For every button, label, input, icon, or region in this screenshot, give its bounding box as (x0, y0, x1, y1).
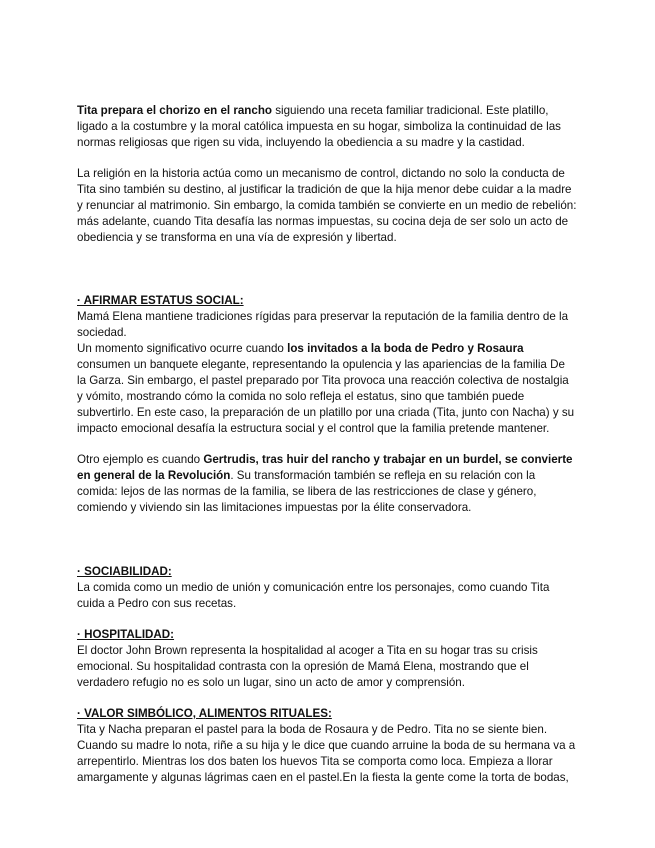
estatus-p2-bold: los invitados a la boda de Pedro y Rosaura (287, 342, 524, 355)
sociabilidad-paragraph: La comida como un medio de unión y comunicación entre los personajes, como cuando Tita cuida a Pedro con sus recetas. (77, 581, 550, 610)
intro-rest: siguiendo una receta familiar tradicional. Este platillo, ligado a la costumbre y la moral católica impuesta en su hogar, simboliza la continuidad de las normas religiosas que rigen su vida, incluyendo la obediencia a su madre y la castidad. (77, 104, 561, 149)
heading-valor-simbolico: · VALOR SIMBÓLICO, ALIMENTOS RITUALES: (77, 707, 332, 720)
hospitalidad-paragraph: El doctor John Brown representa la hospitalidad al acoger a Tita en su hogar tras su crisis emocional. Su hospitalidad contrasta con la opresión de Mamá Elena, mostrando que el verdadero refugio no es solo un lugar, sino un acto de amor y comprensión. (77, 644, 538, 689)
heading-sociabilidad: · SOCIABILIDAD: (77, 565, 172, 578)
estatus-paragraph-3 (77, 452, 577, 516)
estatus-p3-post: . Su transformación también se refleja en su relación con la comida: lejos de las normas de la familia, se libera de las restricciones de clase y género, comiendo y viviendo sin las limitaciones impuestas por la élite conservadora. (77, 469, 537, 514)
heading-hospitalidad: · HOSPITALIDAD: (77, 628, 175, 641)
intro-paragraph-2: La religión en la historia actúa como un mecanismo de control, dictando no solo la conducta de Tita sino también su destino, al justificar la tradición de que la hija menor debe cuidar a la madre y renunciar al matrimonio. Sin embargo, la comida también se convierte en un medio de rebelión: más adelante, cuando Tita desafía las normas impuestas, su cocina deja de ser solo un acto de obediencia y se transforma en una vía de expresión y libertad. (77, 167, 577, 244)
estatus-paragraph-1: Mamá Elena mantiene tradiciones rígidas para preservar la reputación de la familia dentro de la sociedad. (77, 310, 569, 339)
estatus-paragraph-2 (77, 341, 577, 437)
document-body (77, 103, 577, 786)
intro-paragraph-1 (77, 103, 577, 151)
heading-estatus-social: · AFIRMAR ESTATUS SOCIAL: (77, 294, 244, 307)
intro-lead-bold: Tita prepara el chorizo en el rancho (77, 104, 273, 117)
simbolico-paragraph: Tita y Nacha preparan el pastel para la boda de Rosaura y de Pedro. Tita no se siente bien. Cuando su madre lo nota, riñe a su hija y le dice que cuando arruine la boda de su hermana va a arrepentirlo. Mientras los dos baten los huevos Tita se comporta como loca. Empieza a llorar amargamente y algunas lágrimas caen en el pastel.En la fiesta la gente come la torta de bodas, (77, 723, 576, 784)
estatus-p3-pre: Otro ejemplo es cuando (77, 453, 204, 466)
estatus-p2-post: consumen un banquete elegante, representando la opulencia y las apariencias de la familia De la Garza. Sin embargo, el pastel preparado por Tita provoca una reacción colectiva de nostalgia y vómito, mostrando cómo la comida no solo refleja el estatus, sino que también puede subvertirlo. En este caso, la preparación de un platillo por una criada (Tita, junto con Nacha) y su impacto emocional desafía la estructura social y el control que la familia pretende mantener. (77, 358, 575, 435)
estatus-p3-bold: Gertrudis, tras huir del rancho y trabajar en un burdel, se convierte en general de la Revolución (77, 453, 573, 482)
estatus-p2-pre: Un momento significativo ocurre cuando (77, 342, 288, 355)
